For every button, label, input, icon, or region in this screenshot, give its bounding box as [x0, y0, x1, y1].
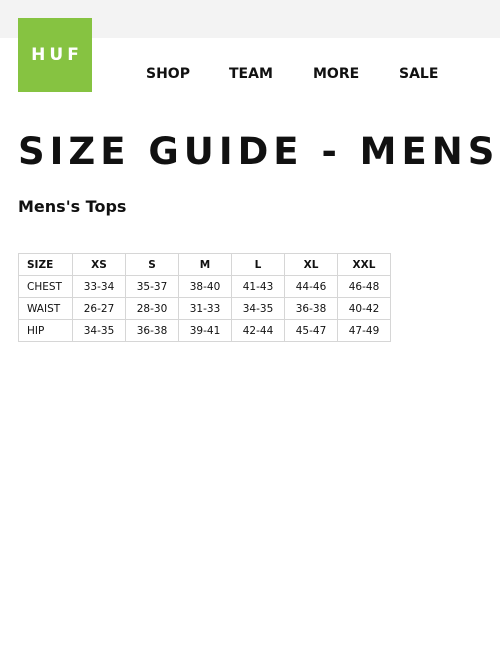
table-cell: 34-35 [73, 320, 126, 342]
header-cell: S [126, 254, 179, 276]
page-title: SIZE GUIDE - MENS [18, 130, 500, 173]
table-cell: 28-30 [126, 298, 179, 320]
table-row [19, 276, 391, 298]
table-cell: 44-46 [285, 276, 338, 298]
table-header-row [19, 254, 391, 276]
nav-item-more[interactable]: MORE [313, 66, 360, 82]
header-cell: L [232, 254, 285, 276]
section-title: Mens's Tops [18, 197, 127, 216]
table-cell: 40-42 [338, 298, 391, 320]
table-cell: 35-37 [126, 276, 179, 298]
logo-text: HUF [31, 45, 83, 65]
size-table [18, 253, 391, 342]
table-cell: 31-33 [179, 298, 232, 320]
nav-item-team[interactable]: TEAM [229, 66, 273, 82]
nav-item-shop[interactable]: SHOP [146, 66, 190, 82]
table-row [19, 298, 391, 320]
nav-item-sale[interactable]: SALE [399, 66, 439, 82]
table-cell: 46-48 [338, 276, 391, 298]
table-cell: 34-35 [232, 298, 285, 320]
row-label: CHEST [19, 276, 73, 298]
header-cell: M [179, 254, 232, 276]
table-cell: 33-34 [73, 276, 126, 298]
table-row [19, 320, 391, 342]
header-cell: XS [73, 254, 126, 276]
table-cell: 47-49 [338, 320, 391, 342]
table-cell: 41-43 [232, 276, 285, 298]
header-cell: SIZE [19, 254, 73, 276]
row-label: WAIST [19, 298, 73, 320]
row-label: HIP [19, 320, 73, 342]
header-cell: XXL [338, 254, 391, 276]
table-cell: 26-27 [73, 298, 126, 320]
table-cell: 36-38 [126, 320, 179, 342]
main-nav [0, 66, 500, 84]
table-cell: 39-41 [179, 320, 232, 342]
table-cell: 36-38 [285, 298, 338, 320]
table-cell: 38-40 [179, 276, 232, 298]
header-cell: XL [285, 254, 338, 276]
table-cell: 45-47 [285, 320, 338, 342]
table-cell: 42-44 [232, 320, 285, 342]
